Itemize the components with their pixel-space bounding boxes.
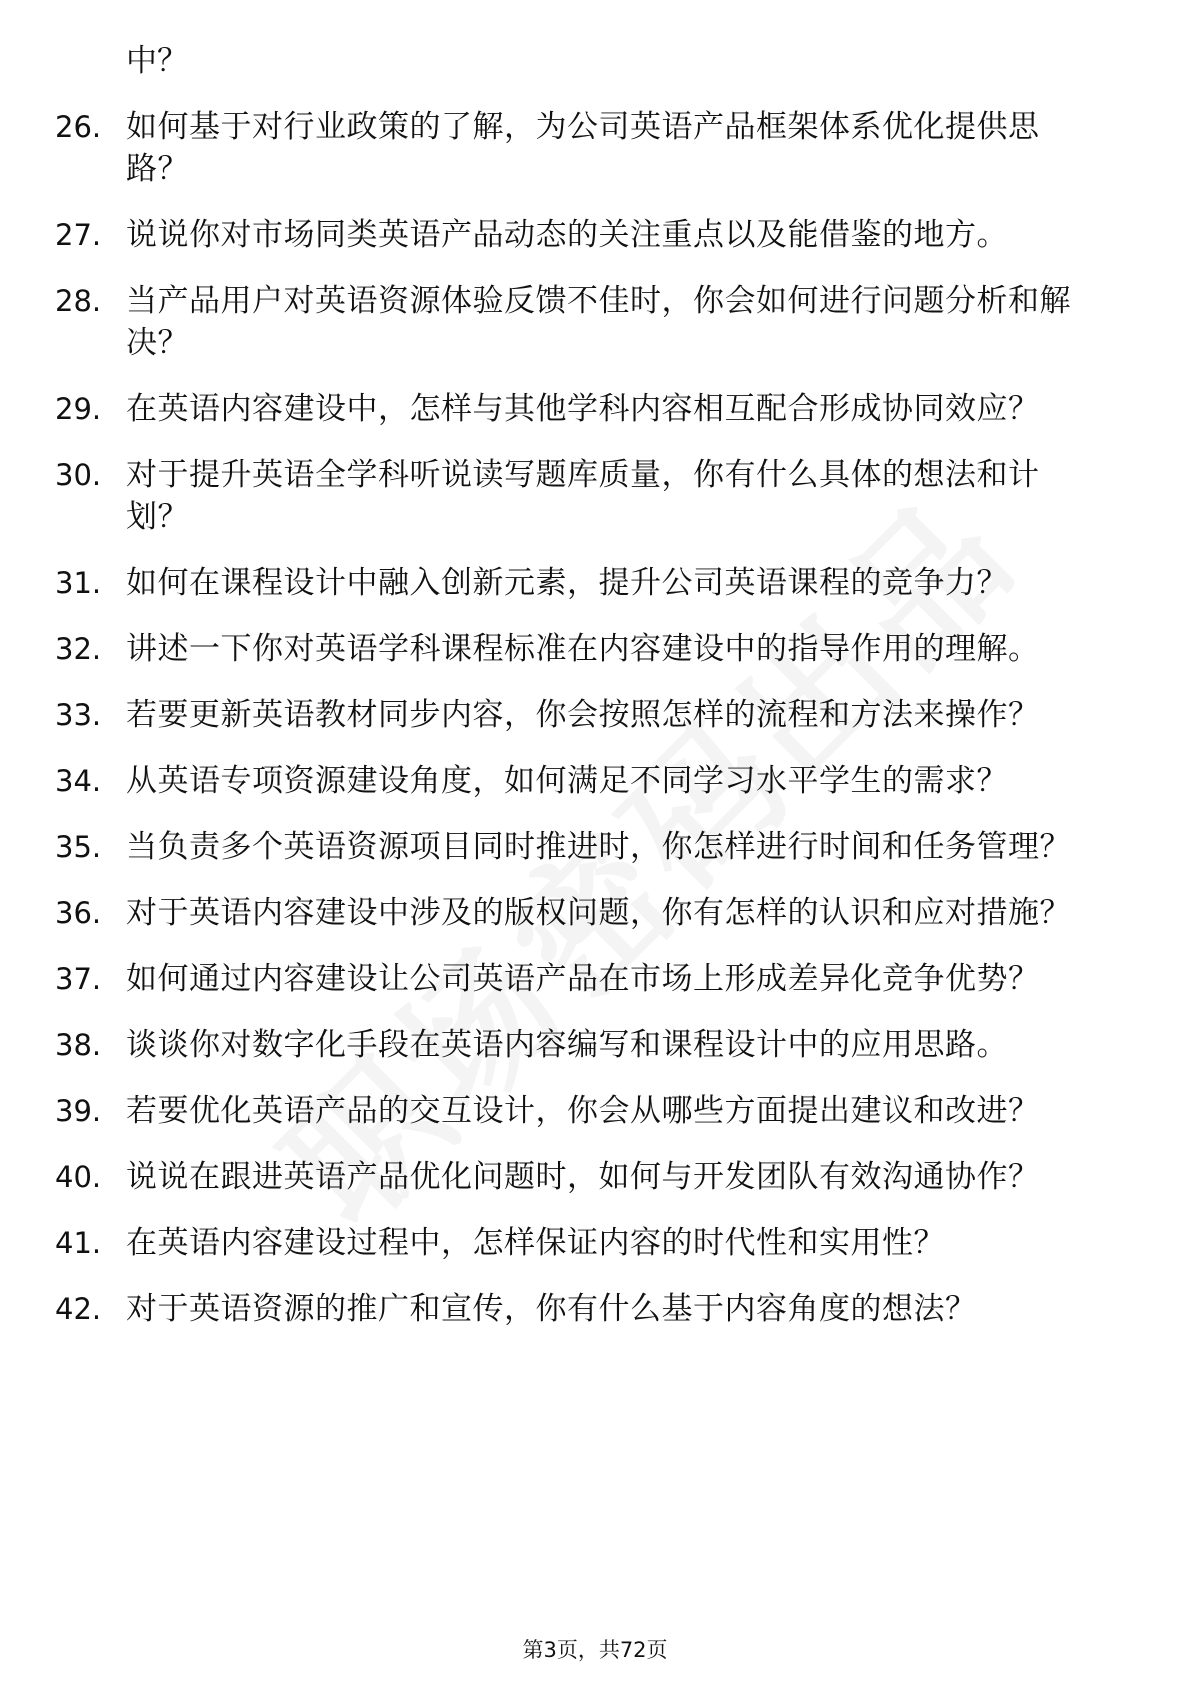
question-number: 34. — [55, 764, 102, 798]
question-number: 42. — [55, 1292, 102, 1326]
list-item — [0, 1156, 1190, 1198]
list-item — [0, 760, 1190, 802]
list-item — [0, 1090, 1190, 1132]
list-item — [0, 454, 1190, 538]
question-number: 40. — [55, 1160, 102, 1194]
list-item — [0, 826, 1190, 868]
list-item — [0, 1288, 1190, 1330]
list-item — [0, 892, 1190, 934]
question-text: 在英语内容建设中，怎样与其他学科内容相互配合形成协同效应？ — [126, 391, 1040, 427]
question-text: 如何通过内容建设让公司英语产品在市场上形成差异化竞争优势？ — [126, 961, 1040, 997]
list-item — [0, 106, 1190, 190]
question-text: 如何在课程设计中融入创新元素，提升公司英语课程的竞争力？ — [126, 565, 1008, 601]
question-number: 36. — [55, 896, 102, 930]
question-number: 32. — [55, 632, 102, 666]
continuation-text: 中？ — [126, 43, 188, 79]
list-item — [0, 280, 1190, 364]
question-number: 35. — [55, 830, 102, 864]
question-list — [0, 40, 1190, 1354]
question-text: 对于英语内容建设中涉及的版权问题，你有怎样的认识和应对措施？ — [126, 895, 1071, 931]
question-text: 谈谈你对数字化手段在英语内容编写和课程设计中的应用思路。 — [126, 1027, 1008, 1063]
question-text: 在英语内容建设过程中，怎样保证内容的时代性和实用性？ — [126, 1225, 945, 1261]
question-number: 27. — [55, 218, 102, 252]
question-text: 对于英语资源的推广和宣传，你有什么基于内容角度的想法？ — [126, 1291, 977, 1327]
question-text: 当产品用户对英语资源体验反馈不佳时，你会如何进行问题分析和解决？ — [126, 283, 1071, 361]
question-text: 对于提升英语全学科听说读写题库质量，你有什么具体的想法和计划？ — [126, 457, 1040, 535]
question-number: 30. — [55, 458, 102, 492]
question-text: 如何基于对行业政策的了解，为公司英语产品框架体系优化提供思路？ — [126, 109, 1040, 187]
list-item — [0, 1222, 1190, 1264]
list-item — [0, 694, 1190, 736]
question-text: 若要更新英语教材同步内容，你会按照怎样的流程和方法来操作？ — [126, 697, 1040, 733]
page-footer: 第3页，共72页 — [522, 1638, 668, 1662]
list-item — [0, 562, 1190, 604]
question-text: 讲述一下你对英语学科课程标准在内容建设中的指导作用的理解。 — [126, 631, 1040, 667]
question-number: 29. — [55, 392, 102, 426]
question-text: 说说你对市场同类英语产品动态的关注重点以及能借鉴的地方。 — [126, 217, 1008, 253]
question-number: 28. — [55, 284, 102, 318]
question-text: 若要优化英语产品的交互设计，你会从哪些方面提出建议和改进？ — [126, 1093, 1040, 1129]
question-number: 39. — [55, 1094, 102, 1128]
list-item — [0, 388, 1190, 430]
list-item — [0, 958, 1190, 1000]
question-number: 41. — [55, 1226, 102, 1260]
question-number: 26. — [55, 110, 102, 144]
question-number: 31. — [55, 566, 102, 600]
question-text: 说说在跟进英语产品优化问题时，如何与开发团队有效沟通协作？ — [126, 1159, 1040, 1195]
question-number: 38. — [55, 1028, 102, 1062]
list-item — [0, 214, 1190, 256]
list-item — [0, 1024, 1190, 1066]
question-text: 当负责多个英语资源项目同时推进时，你怎样进行时间和任务管理？ — [126, 829, 1071, 865]
list-item — [0, 628, 1190, 670]
question-number: 37. — [55, 962, 102, 996]
question-number: 33. — [55, 698, 102, 732]
question-text: 从英语专项资源建设角度，如何满足不同学习水平学生的需求？ — [126, 763, 1008, 799]
